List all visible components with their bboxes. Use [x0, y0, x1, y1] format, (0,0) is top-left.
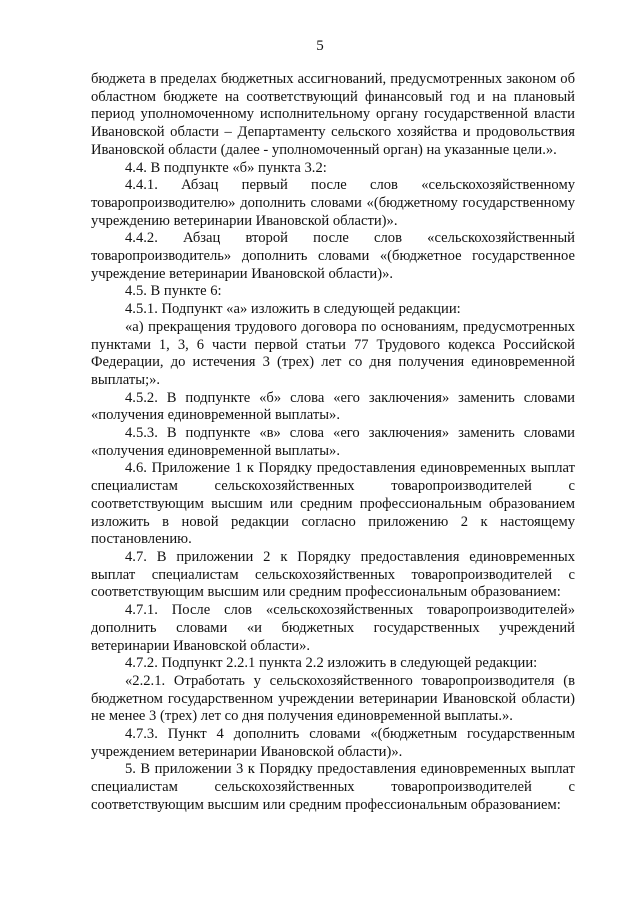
- paragraph-4-5: 4.5. В пункте 6:: [125, 283, 222, 300]
- paragraph-4-7-1: 4.7.1. После слов «сельскохозяйственных товаропроизводителей» дополнить словами «и бюджетных государственных учреждений ветеринарии Ивановской области».: [91, 602, 575, 654]
- page-number: 5: [316, 38, 324, 54]
- paragraph-4-7-2-quote: «2.2.1. Отработать у сельскохозяйственного товаропроизводителя (в бюджетном государственном учреждении ветеринарии Ивановской области) не менее 3 (трех) лет со дня получения единовременной выплаты.».: [91, 672, 575, 725]
- paragraph-4-4-1: 4.4.1. Абзац первый после слов «сельскохозяйственному товаропроизводителю» дополнить словами «(бюджетному государственному учреждению ветеринарии Ивановской области)».: [91, 177, 575, 229]
- paragraph-4-6: 4.6. Приложение 1 к Порядку предоставления единовременных выплат специалистам сельскохозяйственных товаропроизводителей с соответствующим высшим или средним профессиональным образованием изложить в новой редакции согласно приложению 2 к настоящему постановлению.: [91, 460, 575, 548]
- document-body: [91, 71, 575, 815]
- paragraph-4-5-1-quote: «а) прекращения трудового договора по основаниям, предусмотренных пунктами 1, 3, 6 части первой статьи 77 Трудового кодекса Российской Федерации, до истечения 3 (трех) лет со дня получения единовременной выплаты;».: [91, 318, 575, 388]
- paragraph-budget-continuation: бюджета в пределах бюджетных ассигнований, предусмотренных законом об областном бюджете на соответствующий финансовый год и на плановый период уполномоченному исполнительному органу государственной власти Ивановской области – Департаменту сельского хозяйства и продовольствия Ивановской области (далее - уполномоченный орган) на указанные цели.».: [91, 71, 575, 158]
- paragraph-4-5-1: 4.5.1. Подпункт «а» изложить в следующей редакции:: [125, 301, 461, 318]
- paragraph-5: 5. В приложении 3 к Порядку предоставления единовременных выплат специалистам сельскохозяйственных товаропроизводителей с соответствующим высшим или средним профессиональным образованием:: [91, 761, 575, 813]
- paragraph-4-4-2: 4.4.2. Абзац второй после слов «сельскохозяйственный товаропроизводитель» дополнить словами «(бюджетное государственное учреждение ветеринарии Ивановской области)».: [91, 230, 575, 282]
- paragraph-4-7-2: 4.7.2. Подпункт 2.2.1 пункта 2.2 изложить в следующей редакции:: [125, 655, 538, 672]
- paragraph-4-5-3: 4.5.3. В подпункте «в» слова «его заключения» заменить словами «получения единовременной выплаты».: [91, 425, 575, 459]
- paragraph-4-5-2: 4.5.2. В подпункте «б» слова «его заключения» заменить словами «получения единовременной выплаты».: [91, 389, 575, 424]
- paragraph-4-7-3: 4.7.3. Пункт 4 дополнить словами «(бюджетным государственным учреждением ветеринарии Ивановской области)».: [91, 726, 575, 760]
- paragraph-4-7: 4.7. В приложении 2 к Порядку предоставления единовременных выплат специалистам сельскохозяйственных товаропроизводителей с соответствующим высшим или средним профессиональным образованием:: [91, 548, 575, 601]
- paragraph-4-4: 4.4. В подпункте «б» пункта 3.2:: [125, 159, 327, 176]
